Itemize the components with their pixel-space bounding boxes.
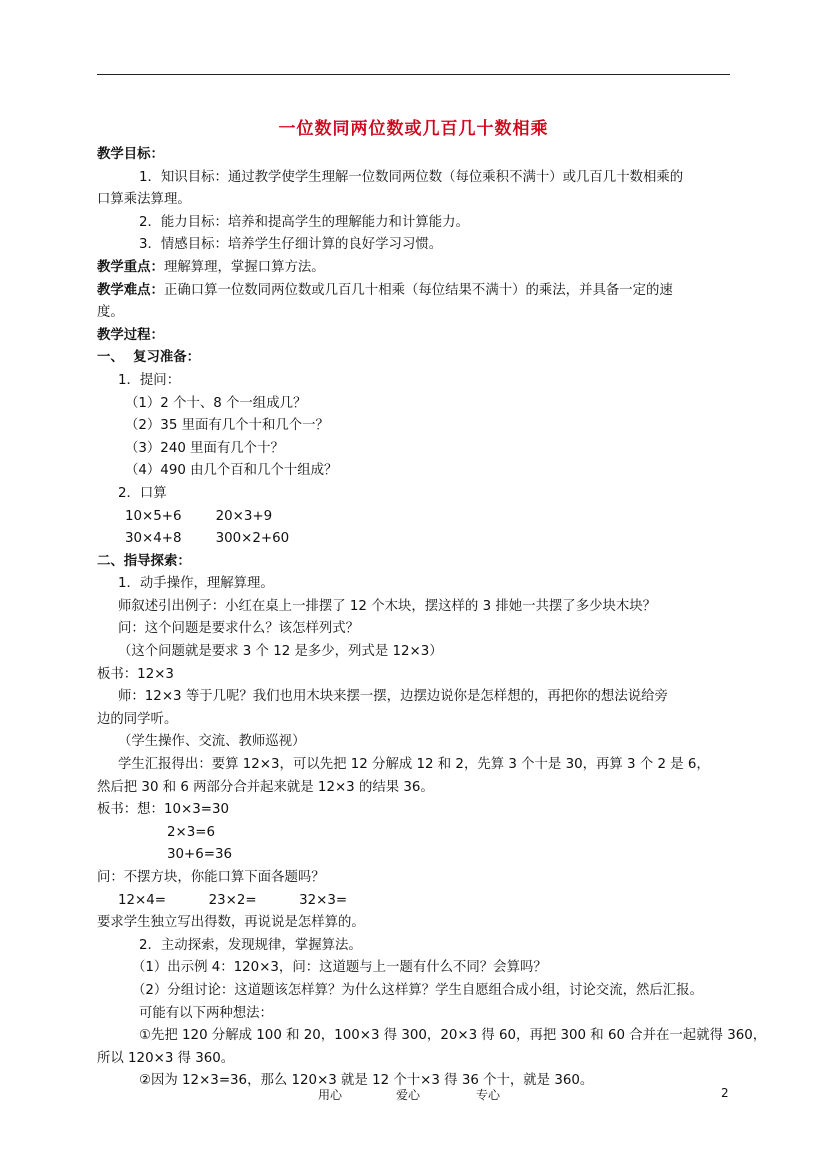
line-text: 板书：12×3	[97, 666, 174, 682]
line-text: 然后把 30 和 6 两部分合并起来就是 12×3 的结果 36。	[97, 779, 434, 795]
text-line	[97, 754, 730, 777]
text-line	[97, 1003, 730, 1026]
text-line	[97, 460, 730, 483]
text-line	[97, 686, 730, 709]
text-line	[97, 596, 730, 619]
line-text: （3）240 里面有几个十？	[125, 440, 284, 456]
line-text: 问：不摆方块，你能口算下面各题吗？	[97, 870, 325, 885]
line-text: 30×4+8 300×2+60	[125, 531, 290, 547]
line-text: 一、 复习准备：	[97, 350, 201, 366]
text-line	[97, 844, 730, 867]
line-label: 教学难点：	[97, 282, 164, 298]
line-text: 1．动手操作，理解算理。	[118, 576, 274, 592]
text-line	[97, 957, 730, 980]
line-text: 板书：想：10×3=30	[97, 802, 229, 818]
line-text: （4）490 由几个百和几个十组成？	[125, 463, 338, 479]
text-line	[97, 731, 730, 754]
text-line	[97, 551, 730, 574]
line-text: （1）出示例 4：120×3，问：这道题与上一题有什么不同？会算吗？	[132, 960, 547, 976]
line-text: 所以 120×3 得 360。	[97, 1050, 235, 1066]
line-label: 教学重点：	[97, 259, 164, 275]
text-line	[97, 483, 730, 506]
line-text: 问：这个问题是要求什么？该怎样列式？	[118, 621, 360, 637]
line-text: （这个问题就是要求 3 个 12 是多少，列式是 12×3）	[118, 644, 443, 660]
text-line	[97, 1025, 767, 1048]
line-text: 师叙述引出例子：小红在桌上一排摆了 12 个木块，摆这样的 3 排她一共摆了多少块木块？	[118, 598, 657, 614]
text-line	[97, 799, 730, 822]
text-line	[97, 212, 730, 235]
line-text: 30+6=36	[167, 847, 233, 863]
line-text: 师：12×3 等于几呢？我们也用木块来摆一摆，边摆边说你是怎样想的，再把你的想法说给旁	[118, 689, 668, 705]
footer-text-aixin: 爱心	[396, 1088, 421, 1102]
line-text: 2．主动探索，发现规律，掌握算法。	[139, 937, 362, 953]
text-line	[97, 506, 730, 529]
text-line	[97, 912, 730, 935]
line-text: 口算乘法算理。	[97, 192, 191, 208]
text-line	[97, 370, 730, 393]
text-line	[97, 709, 730, 732]
text-line	[97, 1048, 730, 1071]
header-rule	[97, 74, 730, 75]
text-line	[97, 280, 730, 303]
line-text: （2）分组讨论：这道题该怎样算？为什么这样算？学生自愿组合成小组，讨论交流，然后汇报。	[132, 982, 703, 998]
text-line	[97, 935, 730, 958]
line-text: 理解算理，掌握口算方法。	[163, 259, 325, 275]
line-text: 学生汇报得出：要算 12×3，可以先把 12 分解成 12 和 2，先算 3 个十是 30，再算 3 个 2 是 6，	[118, 757, 710, 773]
line-text: （1）2 个十、8 个一组成几？	[125, 395, 307, 411]
text-line	[97, 144, 730, 167]
text-line	[97, 189, 730, 212]
document-body	[97, 144, 767, 1093]
line-text: ②因为 12×3=36，那么 120×3 就是 12 个十×3 得 36 个十，就是 360。	[139, 1073, 594, 1089]
line-text: ①先把 120 分解成 100 和 20，100×3 得 300，20×3 得 60，再把 300 和 60 合并在一起就得 360，	[139, 1028, 767, 1044]
text-line	[97, 347, 730, 370]
text-line	[97, 257, 730, 280]
page-number: 2	[721, 1086, 729, 1100]
line-text: 正确口算一位数同两位数或几百几十相乘（每位结果不满十）的乘法，并具备一定的速	[163, 282, 673, 298]
footer-text-zhuanxin: 专心	[476, 1088, 501, 1102]
line-text: 教学目标：	[97, 147, 164, 162]
text-line	[97, 777, 730, 800]
text-line	[97, 302, 730, 325]
line-text: 12×4= 23×2= 32×3=	[118, 892, 348, 908]
line-text: 教学过程：	[97, 327, 164, 343]
text-line	[97, 641, 730, 664]
line-text: （学生操作、交流、教师巡视）	[118, 734, 306, 750]
text-line	[97, 664, 730, 687]
line-text: 2．能力目标：培养和提高学生的理解能力和计算能力。	[139, 214, 469, 230]
line-text: 3．情感目标：培养学生仔细计算的良好学习习惯。	[139, 237, 443, 253]
line-text: （2）35 里面有几个十和几个一？	[125, 418, 329, 434]
footer-text-yongxin: 用心	[318, 1088, 343, 1102]
line-text: 2．口算	[118, 485, 167, 501]
text-line	[97, 234, 730, 257]
line-text: 二、指导探索：	[97, 553, 191, 569]
text-line	[97, 528, 730, 551]
text-line	[97, 167, 730, 190]
text-line	[97, 573, 730, 596]
text-line	[97, 393, 730, 416]
line-text: 度。	[97, 305, 124, 321]
line-text: 要求学生独立写出得数，再说说是怎样算的。	[97, 915, 365, 931]
text-line	[97, 890, 730, 913]
line-text: 可能有以下两种想法：	[139, 1005, 273, 1021]
text-line	[97, 618, 730, 641]
text-line	[97, 325, 730, 348]
text-line	[97, 438, 730, 461]
text-line	[97, 822, 730, 845]
line-text: 1．提问：	[118, 372, 181, 388]
line-text: 1．知识目标：通过教学使学生理解一位数同两位数（每位乘积不满十）或几百几十数相乘的	[139, 169, 684, 185]
text-line	[97, 867, 730, 890]
line-text: 2×3=6	[167, 824, 215, 840]
page-title: 一位数同两位数或几百几十数相乘	[278, 119, 549, 139]
text-line	[97, 415, 730, 438]
text-line	[97, 980, 730, 1003]
line-text: 边的同学听。	[97, 711, 178, 727]
line-text: 10×5+6 20×3+9	[125, 508, 273, 524]
